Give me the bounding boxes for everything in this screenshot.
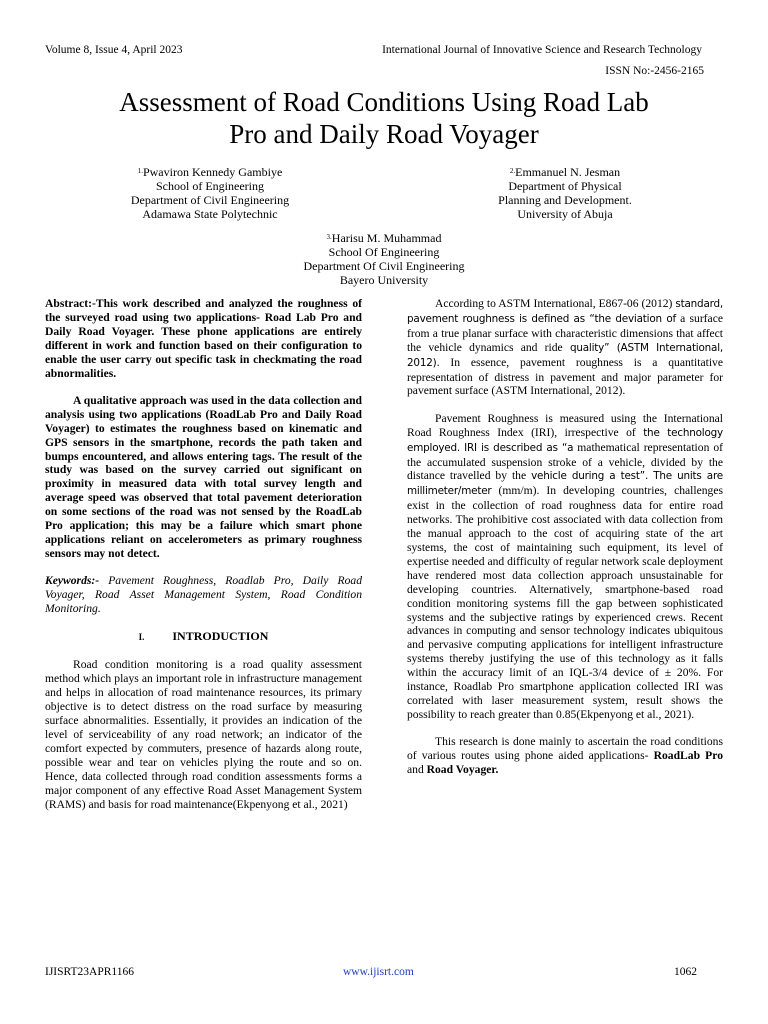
right-column (407, 297, 723, 791)
author-2-affiliation: Department of Physical (508, 179, 622, 193)
author-1-index: 1. (137, 167, 143, 175)
text-run: RoadLab Pro (653, 749, 724, 763)
author-3-affiliation: Bayero University (339, 273, 429, 287)
author-3-index: 3. (326, 233, 332, 241)
author-2-index: 2. (509, 167, 516, 175)
text-run: the technology employed. IRI is described as “a (407, 426, 723, 454)
author-3-affiliation: School Of Engineering (328, 245, 440, 259)
text-run: This research is done mainly to ascertain the road conditions of various routes using phone aided applications- (407, 735, 723, 763)
author-block-3 (250, 231, 518, 287)
author-3-affiliation: Department Of Civil Engineering (303, 259, 465, 273)
text-run: Pavement Roughness is measured using the International Road Roughness Index (IRI), irrespective of (407, 411, 723, 439)
keywords (45, 574, 362, 616)
author-3-name: Harisu M. Muhammad (331, 231, 442, 245)
text-run: mathematical representation of the accumulated suspension stroke of a vehicle, divided by the distance travelled by the (407, 440, 723, 483)
author-1-affiliation: Adamawa State Polytechnic (142, 207, 278, 221)
author-1-affiliation: Department of Civil Engineering (130, 193, 290, 207)
text-run: Road Voyager. (426, 763, 499, 777)
body-paragraph-research (407, 735, 723, 777)
text-run: In essence, pavement roughness is a quantitative representation of distress in pavement and major parameter for pavement surface (ASTM International, 2012). (407, 355, 723, 398)
journal-volume: Volume 8, Issue 4, April 2023 (45, 44, 183, 56)
paper-title-line-1: Assessment of Road Conditions Using Road Lab (119, 87, 649, 117)
text-run: standard, pavement roughness is defined as “the deviation of (407, 298, 723, 325)
paper-title (40, 86, 728, 150)
author-2-name: Emmanuel N. Jesman (515, 165, 621, 179)
text-run: According to ASTM International, E867-06 (2012) (435, 297, 676, 310)
body-paragraph-astm (407, 297, 723, 398)
author-block-1 (90, 165, 330, 221)
text-run: quality” (ASTM International, 2012). (407, 341, 723, 369)
author-1-name: Pwaviron Kennedy Gambiye (142, 165, 283, 179)
page-number: 1062 (674, 966, 697, 978)
introduction-paragraph-1: Road condition monitoring is a road quality assessment method which plays an important role in infrastructure management and helps in allocation of road maintenance resources, its primary objective is to detect distress on the road surface by measuring surface abnormalities. Essentially, it provides an indication of the level of serviceability of any road network; an indicator of the comfort expected by commuters, presence of hazards along route, possible wear and tear on vehicles plying the route and so on. Hence, data collected through road condition assessments forms a major component of any effective Road Asset Management System (RAMS) and basis for road maintenance(Ekpenyong et al., 2021) (45, 658, 362, 811)
text-run: a surface from a true planar surface with characteristic dimensions that affect the vehicle dynamics and ride (407, 311, 723, 354)
paper-id: IJISRT23APR1166 (45, 966, 134, 978)
text-run: and (407, 763, 427, 777)
text-run: (mm/m). In developing countries, challenges exist in the collection of road roughness data for entire road networks. The prohibitive cost associated with data collection from the manual approach to the cost of acquiring state of the art systems, the cost of maintaining such equipment, its level of expertise needed and difficulty of regular network scale deployment have rendered most data collection approach unsustainable for developing countries. Alternatively, smartphone-based road condition monitoring systems fill the gap between sophisticated systems and the subjective ratings by experienced crews. Recent advances in computing and sensor technology indicates ubiquitous and pervasive computing applications for intelligent infrastructure systems thereby justifying the use of this technology as it falls within the accuracy limit of an IQL-3/4 device of ± 20%. For instance, Roadlab Pro smartphone application collected IRI was correlated with laser measurement system, result shows the possibility to reach greater than 0.85(Ekpenyong et al., 2021). (407, 484, 723, 721)
keywords-label: Keywords:- (45, 574, 100, 588)
text-run: vehicle during a test”. The units are millimeter/meter (407, 470, 723, 498)
journal-issn: ISSN No:-2456-2165 (605, 65, 704, 77)
section-heading-introduction (45, 630, 362, 645)
journal-website-link[interactable]: www.ijisrt.com (343, 966, 414, 978)
body-paragraph-iri (407, 412, 723, 722)
author-2-affiliation: University of Abuja (517, 207, 613, 221)
left-column (45, 297, 362, 825)
abstract-paragraph-1: Abstract:-This work described and analyzed the roughness of the surveyed road using two applications- Road Lab Pro and Daily Road Voyager. These phone applications are entirely different in work and function based on their configuration to enable the user carry out specific task in checkmating the road abnormalities. (45, 297, 362, 380)
section-title: INTRODUCTION (172, 628, 269, 643)
paper-title-line-2: Pro and Daily Road Voyager (229, 119, 539, 149)
abstract-paragraph-2: A qualitative approach was used in the data collection and analysis using two applications (RoadLab Pro and Daily Road Voyager) to estimates the roughness based on kinematic and GPS sensors in the smartphone, records the path taken and bumps encountered, and allows entering tags. The result of the study was based on the survey carried out significant on proximity in measured data with total survey length and average speed was observed that total pavement deterioration on some sections of the road was not sensed by the RoadLab Pro application; this may be a failure which smart phone applications reliant on accelerometers as primary roughness sensors may not detect. (45, 393, 362, 560)
author-block-2 (440, 165, 690, 221)
keywords-text: Pavement Roughness, Roadlab Pro, Daily Road Voyager, Road Asset Management System, Road Condition Monitoring. (45, 574, 362, 616)
journal-name: International Journal of Innovative Science and Research Technology (382, 44, 702, 56)
author-1-affiliation: School of Engineering (156, 179, 264, 193)
author-2-affiliation: Planning and Development. (498, 193, 632, 207)
section-number: I. (138, 631, 145, 642)
